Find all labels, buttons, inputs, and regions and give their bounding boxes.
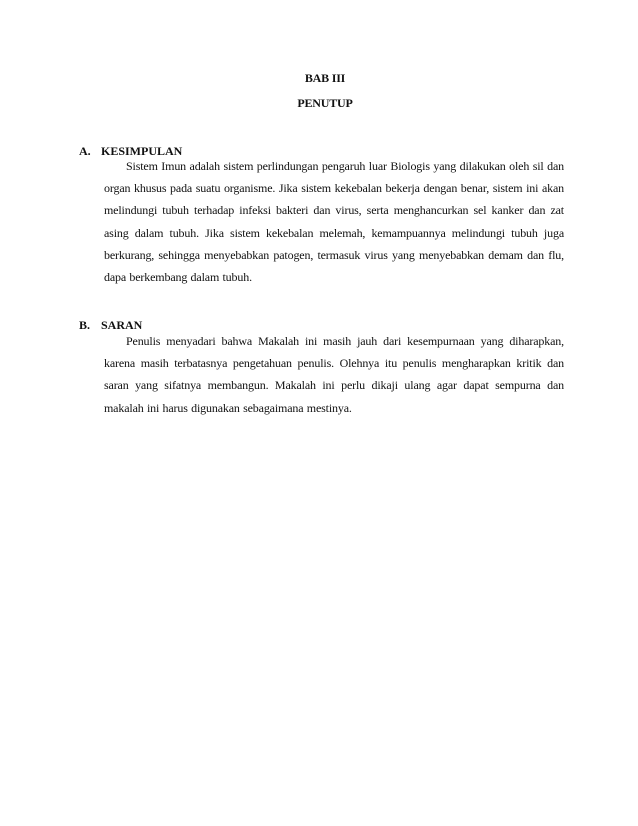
- section-paragraph: Sistem Imun adalah sistem perlindungan pengaruh luar Biologis yang dilakukan oleh sil dan organ khusus pada suatu organisme. Jika sistem kekebalan bekerja dengan benar, sistem ini akan melindungi tubuh terhadap infeksi bakteri dan virus, serta menghancurkan sel kanker dan zat asing dalam tubuh. Jika sistem kekebalan melemah, kemampuannya melindungi tubuh juga berkurang, sehingga menyebabkan patogen, termasuk virus yang menyebabkan demam dan flu, dapa berkembang dalam tubuh.: [104, 159, 564, 285]
- section-letter: A.: [79, 144, 91, 158]
- section-heading: KESIMPULAN: [101, 144, 183, 158]
- chapter-title: PENUTUP: [297, 96, 353, 110]
- section-heading: SARAN: [101, 318, 143, 332]
- chapter-number: BAB III: [304, 71, 346, 85]
- section-letter: B.: [79, 318, 91, 332]
- section-paragraph: Penulis menyadari bahwa Makalah ini masih jauh dari kesempurnaan yang diharapkan, karena masih terbatasnya pengetahuan penulis. Olehnya itu penulis mengharapkan kritik dan saran yang sifatnya membangun. Makalah ini perlu dikaji ulang agar dapat sempurna dan makalah ini harus digunakan sebagaimana mestinya.: [104, 334, 564, 415]
